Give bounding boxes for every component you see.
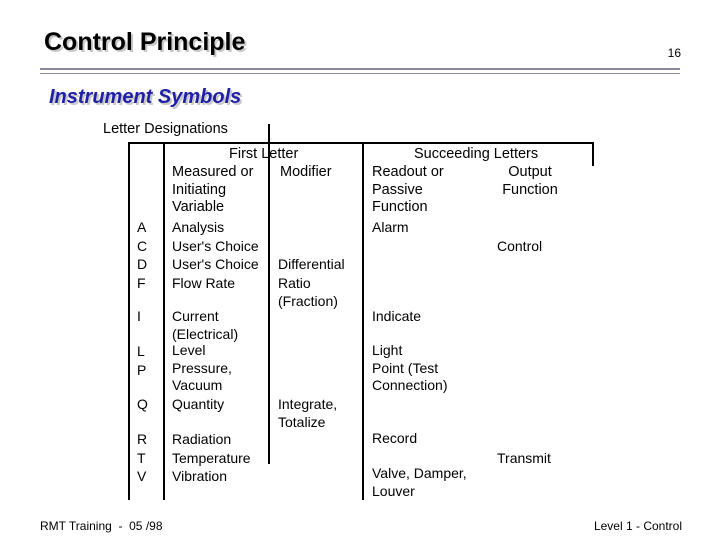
grid-line bbox=[268, 124, 270, 464]
row-measured: Radiation Temperature Vibration bbox=[172, 431, 251, 484]
row-readout: Record Valve, Damper, Louver bbox=[372, 430, 467, 499]
row-output: Control bbox=[497, 237, 543, 254]
grid-line bbox=[128, 142, 594, 144]
row-measured: Current (Electrical) bbox=[172, 308, 239, 342]
title-rule-thick bbox=[40, 68, 680, 70]
table-caption: Letter Designations bbox=[103, 121, 228, 137]
row-modifier: Differential Ratio (Fraction) bbox=[278, 256, 345, 309]
header-output-function: Output Function bbox=[502, 164, 558, 198]
header-modifier: Modifier bbox=[280, 164, 332, 180]
row-letters: R T V bbox=[137, 431, 148, 484]
row-measured: Level Pressure, Vacuum bbox=[172, 342, 232, 393]
row-readout: Alarm bbox=[372, 219, 409, 235]
slide-title: Control Principle bbox=[44, 28, 246, 56]
row-readout: Light Point (Test Connection) bbox=[372, 342, 448, 393]
grid-line bbox=[362, 142, 364, 500]
grid-line bbox=[163, 142, 165, 500]
header-first-letter: First Letter bbox=[229, 146, 299, 162]
row-letters: Q bbox=[137, 396, 148, 412]
row-letters: L P bbox=[137, 343, 147, 378]
header-readout-function: Readout or Passive Function bbox=[372, 164, 444, 215]
grid-line bbox=[592, 142, 594, 166]
title-rule-thin bbox=[40, 73, 680, 74]
header-succeeding-letters: Succeeding Letters bbox=[414, 146, 539, 162]
slide-subtitle: Instrument Symbols bbox=[49, 86, 242, 108]
row-letters: A C D F bbox=[137, 219, 148, 291]
header-measured-variable: Measured or Initiating Variable bbox=[172, 164, 254, 215]
row-measured: Quantity bbox=[172, 396, 225, 412]
row-output: Transmit bbox=[497, 449, 551, 466]
page-number: 16 bbox=[667, 46, 681, 60]
footer-left: RMT Training - 05 /98 bbox=[40, 519, 163, 533]
row-measured: Analysis User's Choice User's Choice Flow Rate bbox=[172, 219, 259, 291]
grid-line bbox=[128, 142, 130, 500]
row-modifier: Integrate, Totalize bbox=[278, 396, 338, 430]
footer-right: Level 1 - Control bbox=[593, 519, 682, 533]
row-readout: Indicate bbox=[372, 308, 422, 324]
row-letters: I bbox=[137, 308, 141, 324]
